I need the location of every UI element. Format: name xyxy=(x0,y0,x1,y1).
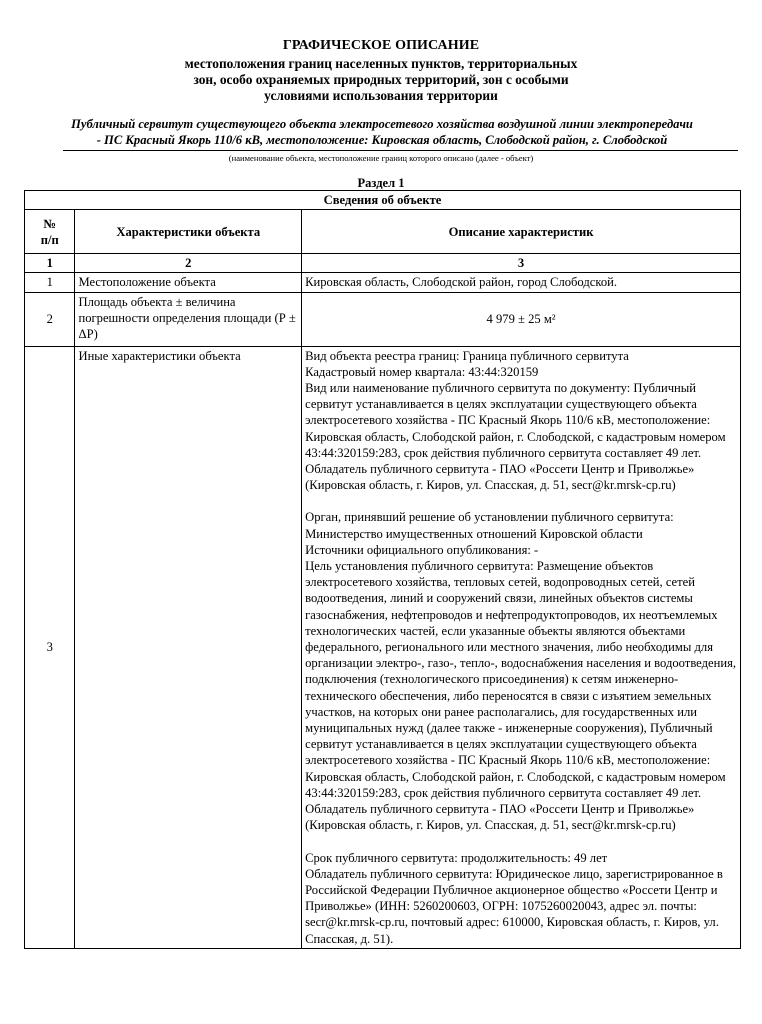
table-row xyxy=(25,292,741,346)
description-paragraph: Источники официального опубликования: - xyxy=(305,542,539,557)
description-paragraph: Цель установления публичного сервитута: Размещение объектов электросетевого хозяйства, тепловых сетей, водопроводных сетей, сетей водоотведения, линий и сооружений связи, линейных объектов системы газоснабжения, нефтепроводов и нефтепродуктопроводов, их неотъемлемых технологических частей, если указанные объекты являются объектами федерального, регионального или местного значения, либо необходимы для организации электро-, газо-, тепло-, водоснабжения населения и водоотведения, подключения (технологического присоединения) к сетям инженерно-технического обеспечения, либо переносятся в связи с изъятием земельных участков, на которых они ранее располагались, для государственных или муниципальных нужд (далее также - инженерные сооружения), Публичный сервитут устанавливается в целях эксплуатации существующего объекта электросетевого хозяйства - ПС Красный Якорь 110/6 кВ, местоположение: Кировская область, Слободской район, г. Слободской, с кадастровым номером 43:44:320159:283, срок действия публичного сервитута составляет 49 лет. Обладатель публичного сервитута - ПАО «Россети Центр и Приволжье» (Кировская область, г. Киров, ул. Спасская, д. 51, secr@kr.mrsk-cp.ru) xyxy=(305,559,737,833)
column-number: 2 xyxy=(75,254,302,273)
row-description xyxy=(302,346,741,948)
column-header-description: Описание характеристик xyxy=(302,210,741,254)
description-paragraph: Обладатель публичного сервитута: Юридическое лицо, зарегистрированное в Российской Федерации Публичное акционерное общество «Россети Центр и Приволжье» (ИНН: 5260200603, ОГРН: 1075260020043, адрес эл. почты: secr@kr.mrsk-cp.ru, почтовый адрес: 610000, Кировская область, г. Киров, ул. Спасская, д. 51). xyxy=(305,866,723,946)
row-num: 1 xyxy=(25,273,75,292)
table-row xyxy=(25,273,741,292)
row-description: 4 979 ± 25 м² xyxy=(302,292,741,346)
column-header-num: № п/п xyxy=(25,210,75,254)
subtitle-line: условиями использования территории xyxy=(264,88,498,104)
section-title: Раздел 1 xyxy=(357,176,405,190)
column-number: 3 xyxy=(302,254,741,273)
document-subtitle xyxy=(0,56,762,105)
row-characteristic: Местоположение объекта xyxy=(75,273,302,292)
column-header-characteristic: Характеристики объекта xyxy=(75,210,302,254)
description-paragraph: Кадастровый номер квартала: 43:44:320159 xyxy=(305,364,539,379)
subtitle-line: местоположения границ населенных пунктов, территориальных xyxy=(184,56,578,71)
table-row xyxy=(25,346,741,948)
paragraph-spacer xyxy=(305,493,737,509)
row-num: 3 xyxy=(25,346,75,948)
row-characteristic: Иные характеристики объекта xyxy=(75,346,302,948)
object-line: Публичный сервитут существующего объекта электросетевого хозяйства воздушной линии электропередачи xyxy=(71,117,693,131)
description-paragraph: Вид или наименование публичного сервитута по документу: Публичный сервитут устанавливается в целях эксплуатации существующего объекта электросетевого хозяйства - ПС Красный Якорь 110/6 кВ, местоположение: Кировская область, Слободской район, г. Слободской, с кадастровым номером 43:44:320159:283, срок действия публичного сервитута составляет 49 лет. Обладатель публичного сервитута - ПАО «Россети Центр и Приволжье» (Кировская область, г. Киров, ул. Спасская, д. 51, secr@kr.mrsk-cp.ru) xyxy=(305,381,726,493)
description-paragraph: Вид объекта реестра границ: Граница публичного сервитута xyxy=(305,348,629,363)
description-paragraph: Срок публичного сервитута: продолжительность: 49 лет xyxy=(305,850,608,865)
object-underline xyxy=(63,150,738,151)
description-paragraph: Орган, принявший решение об установлении публичного сервитута: Министерство имущественных отношений Кировской области xyxy=(305,510,674,541)
object-line: - ПС Красный Якорь 110/6 кВ, местоположение: Кировская область, Слободской район, г. Слободской xyxy=(96,133,668,147)
column-number: 1 xyxy=(25,254,75,273)
row-characteristic: Площадь объекта ± величина погрешности определения площади (Р ± ΔР) xyxy=(75,292,302,346)
object-name xyxy=(24,116,740,148)
document-title: ГРАФИЧЕСКОЕ ОПИСАНИЕ xyxy=(282,38,480,53)
row-num: 2 xyxy=(25,292,75,346)
subtitle-line: зон, особо охраняемых природных территорий, зон с особыми xyxy=(193,72,569,88)
object-note: (наименование объекта, местоположение границ которого описано (далее - объект) xyxy=(228,153,534,163)
table-title: Сведения об объекте xyxy=(25,191,741,210)
object-info-table xyxy=(24,190,741,949)
paragraph-spacer xyxy=(305,834,737,850)
row-description: Кировская область, Слободской район, город Слободской. xyxy=(302,273,741,292)
